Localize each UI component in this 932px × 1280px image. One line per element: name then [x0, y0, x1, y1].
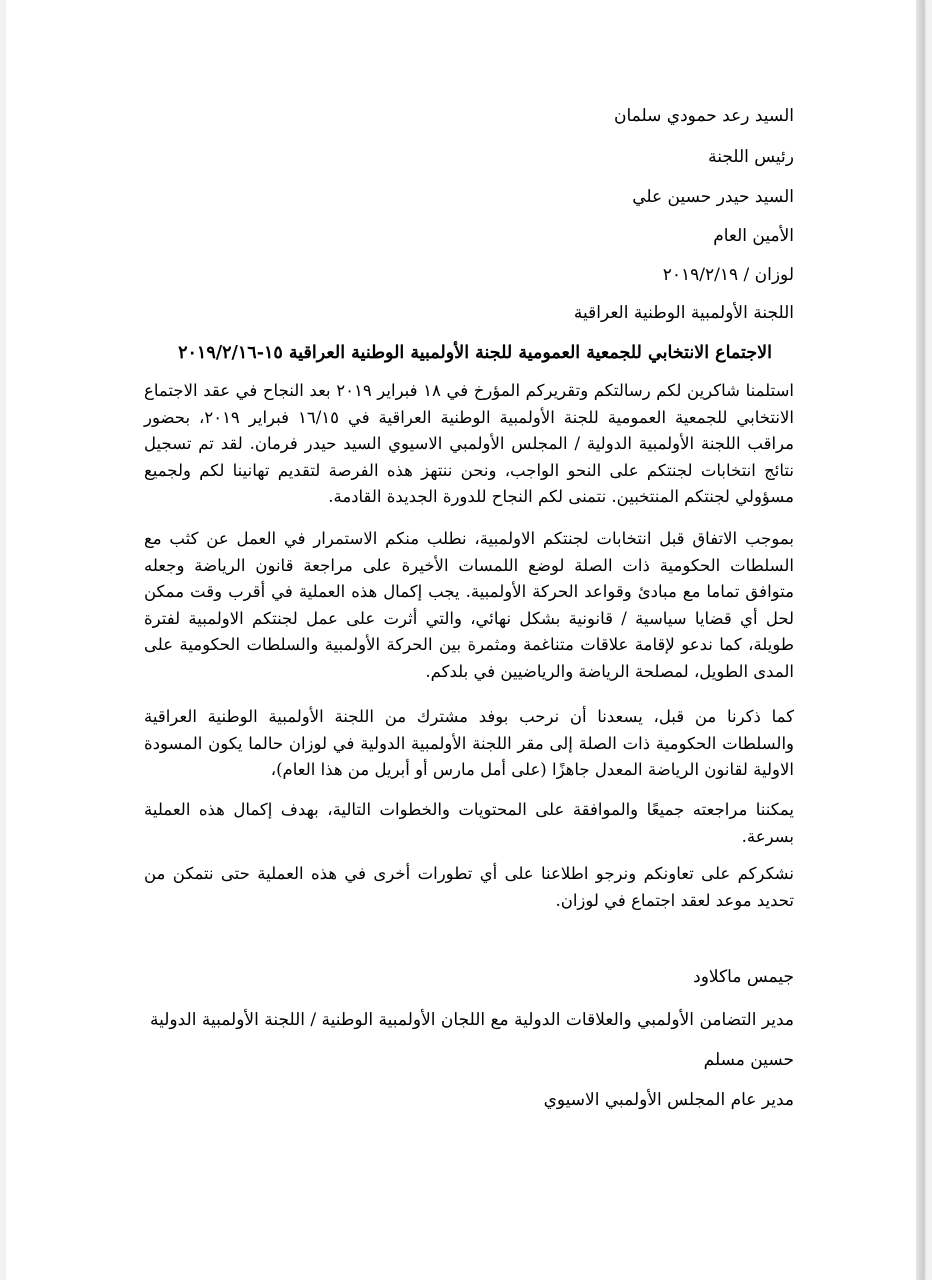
paragraph-1: استلمنا شاكرين لكم رسالتكم وتقريركم المؤرخ في ١٨ فبراير ٢٠١٩ بعد النجاح في عقد الاجتماع الانتخابي للجمعية العمومية للجنة الأولمبية الوطنية العراقية في ١٦/١٥ فبراير ٢٠١٩، بحضور مراقب اللجنة الأولمبية الدولية / المجلس الأولمبي الاسيوي السيد حيدر فرمان. لقد تم تسجيل نتائج انتخابات لجنتكم على النحو الواجب، ونحن ننتهز هذه الفرصة لتقديم تهانينا لكم ولجميع مسؤولي لجنتكم المنتخبين. نتمنى لكم النجاح للدورة الجديدة القادمة.	[144, 381, 794, 506]
scan-edge	[916, 0, 924, 1280]
letter-page	[6, 0, 924, 1280]
subject-line: الاجتماع الانتخابي للجمعية العمومية للجنة الأولمبية الوطنية العراقية ١٥-٢٠١٩/٢/١٦	[178, 343, 772, 363]
recipient1-name: السيد رعد حمودي سلمان	[614, 106, 794, 126]
organization-name: اللجنة الأولمبية الوطنية العراقية	[573, 303, 794, 323]
place-date: لوزان / ٢٠١٩/٢/١٩	[662, 265, 794, 285]
signer1-title: مدير التضامن الأولمبي والعلاقات الدولية مع اللجان الأولمبية الوطنية / اللجنة الأولمبية الدولية	[149, 1010, 794, 1030]
paragraph-5: نشكركم على تعاونكم ونرجو اطلاعنا على أي تطورات أخرى في هذه العملية حتى نتمكن من تحديد موعد لعقد اجتماع في لوزان.	[144, 864, 794, 910]
recipient2-title: الأمين العام	[713, 226, 794, 246]
paragraph-3: كما ذكرنا من قبل، يسعدنا أن نرحب بوفد مشترك من اللجنة الأولمبية الوطنية العراقية والسلطات الحكومية ذات الصلة إلى مقر اللجنة الأولمبية الدولية في لوزان حالما يكون المسودة الاولية لقانون الرياضة المعدل جاهزًا (على أمل مارس أو أبريل من هذا العام)،	[144, 707, 794, 779]
recipient2-name: السيد حيدر حسين علي	[632, 187, 794, 207]
paragraph-4: يمكننا مراجعته جميعًا والموافقة على المحتويات والخطوات التالية، بهدف إكمال هذه العملية بسرعة.	[144, 800, 794, 846]
signer2-name: حسين مسلم	[703, 1050, 794, 1070]
signer2-title: مدير عام المجلس الأولمبي الاسيوي	[543, 1090, 794, 1110]
signer1-name: جيمس ماكلاود	[693, 967, 794, 987]
paragraph-2: بموجب الاتفاق قبل انتخابات لجنتكم الاولمبية، نطلب منكم الاستمرار في العمل عن كثب مع السلطات الحكومية ذات الصلة لوضع اللمسات الأخيرة على مراجعة قانون الرياضة وجعله متوافق تماما مع مبادئ وقواعد الحركة الأولمبية. يجب إكمال هذه العملية في أقرب وقت ممكن لحل أي قضايا سياسية / قانونية بشكل نهائي، والتي أثرت على عمل لجنتكم الاولمبية لفترة طويلة، كما ندعو لإقامة علاقات متناغمة ومثمرة بين الحركة الأولمبية والسلطات الحكومية على المدى الطويل، لمصلحة الرياضة والرياضيين في بلدكم.	[144, 529, 794, 681]
recipient1-title: رئيس اللجنة	[708, 147, 794, 167]
letter-content	[144, 0, 794, 1280]
